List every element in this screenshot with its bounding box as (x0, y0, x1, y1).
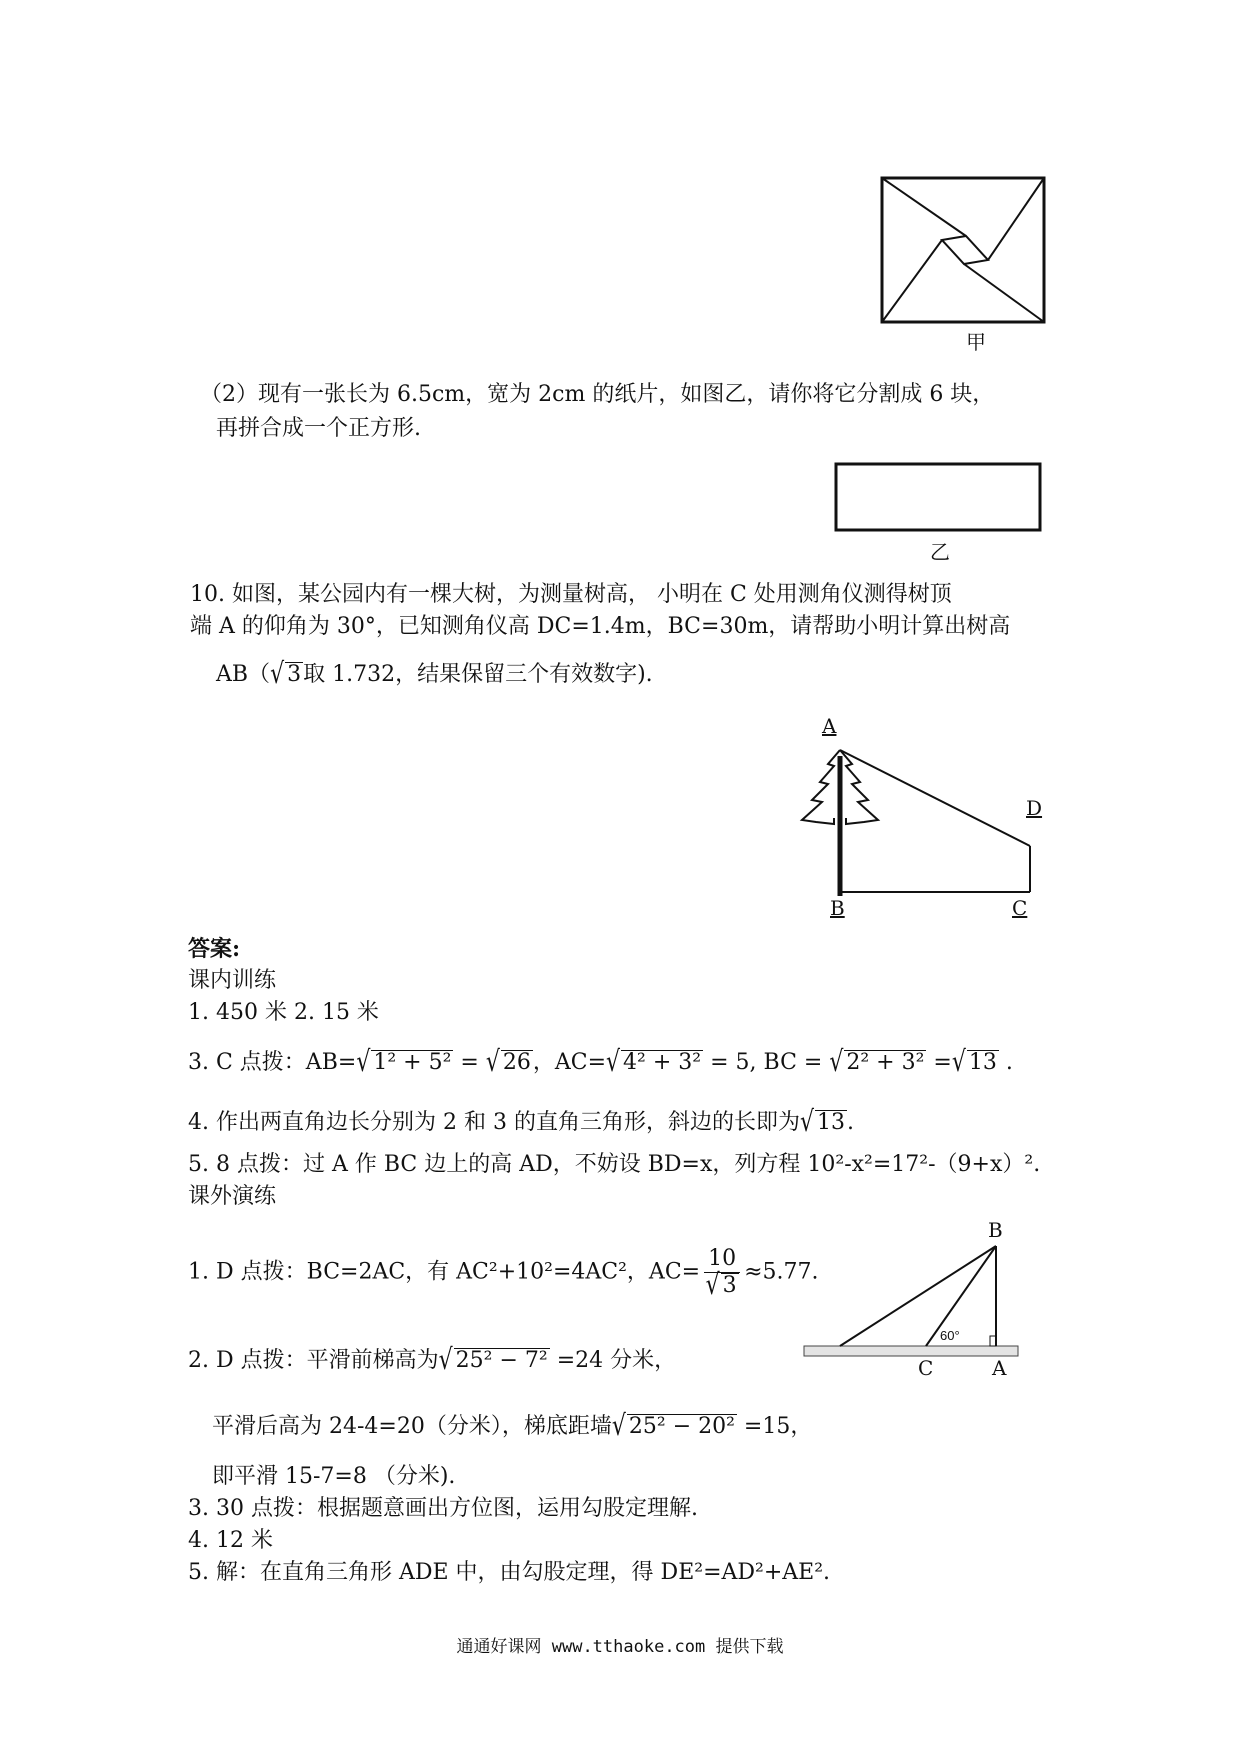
extra-answer-2-line2: 平滑后高为 24-4=20（分米），梯底距墙√ 25² − 20² =15， (212, 1410, 813, 1443)
problem10-line2: 端 A 的仰角为 30°，已知测角仪高 DC=1.4m，BC=30m，请帮助小明计算出树高 (190, 614, 1011, 639)
extra-answer-4: 4. 12 米 (188, 1528, 273, 1553)
problem9-part2-line2: 再拼合成一个正方形. (216, 416, 421, 441)
tree-label-a: A (822, 714, 837, 738)
answer-5: 5. 8 点拨：过 A 作 BC 边上的高 AD，不妨设 BD=x，列方程 10²-x²=17²-（9+x）². (188, 1152, 1041, 1177)
extra-answer-1: 1. D 点拨：BC=2AC，有 AC²+10²=4AC²，AC= $\frac{10}{√ 3}$ ≈5.77. (188, 1246, 819, 1302)
footer-credit: 通通好课网 www.tthaoke.com 提供下载 (456, 1637, 784, 1657)
ladder-label-c: C (918, 1356, 934, 1380)
answers-section1: 课内训练 (188, 968, 277, 993)
ladder-figure (800, 1236, 1030, 1366)
extra-answer-2-line3: 即平滑 15-7=8 （分米). (212, 1464, 456, 1489)
answer-4: 4. 作出两直角边长分别为 2 和 3 的直角三角形，斜边的长即为√ 13. (188, 1106, 854, 1139)
extra-answer-5: 5. 解：在直角三角形 ADE 中，由勾股定理，得 DE²=AD²+AE². (188, 1560, 831, 1585)
extra-answer-3: 3. 30 点拨：根据题意画出方位图，运用勾股定理解. (188, 1496, 698, 1521)
ladder-label-b: B (988, 1218, 1003, 1242)
ladder-label-a: A (992, 1356, 1007, 1380)
answers-heading: 答案: (188, 936, 241, 962)
problem10-line3: AB（√ 3取 1.732，结果保留三个有效数字). (216, 658, 653, 691)
ladder-angle-label: 60° (940, 1328, 960, 1343)
extra-answer-2: 2. D 点拨：平滑前梯高为√ 25² − 7² =24 分米， (188, 1344, 677, 1377)
tree-label-b: B (830, 896, 845, 920)
tree-label-c: C (1012, 896, 1028, 920)
figure-jia (880, 176, 1048, 324)
figure-yi (834, 462, 1044, 534)
problem10-line1: 10. 如图，某公园内有一棵大树，为测量树高， 小明在 C 处用测角仪测得树顶 (190, 582, 952, 607)
answer-1-2: 1. 450 米 2. 15 米 (188, 1000, 379, 1025)
problem9-part2-line1: （2）现有一张长为 6.5cm，宽为 2cm 的纸片，如图乙，请你将它分割成 6 块， (200, 382, 995, 407)
answers-section2: 课外演练 (188, 1184, 277, 1209)
figure-yi-label: 乙 (930, 540, 950, 564)
answer-3: 3. C 点拨：AB=√ 1² + 5² = √ 26，AC=√ 4² + 3² = 5, BC = √ 2² + 3² =√ 13 . (188, 1046, 1013, 1079)
figure-jia-label: 甲 (966, 330, 986, 354)
tree-label-d: D (1026, 796, 1043, 820)
tree-figure (790, 720, 1060, 920)
